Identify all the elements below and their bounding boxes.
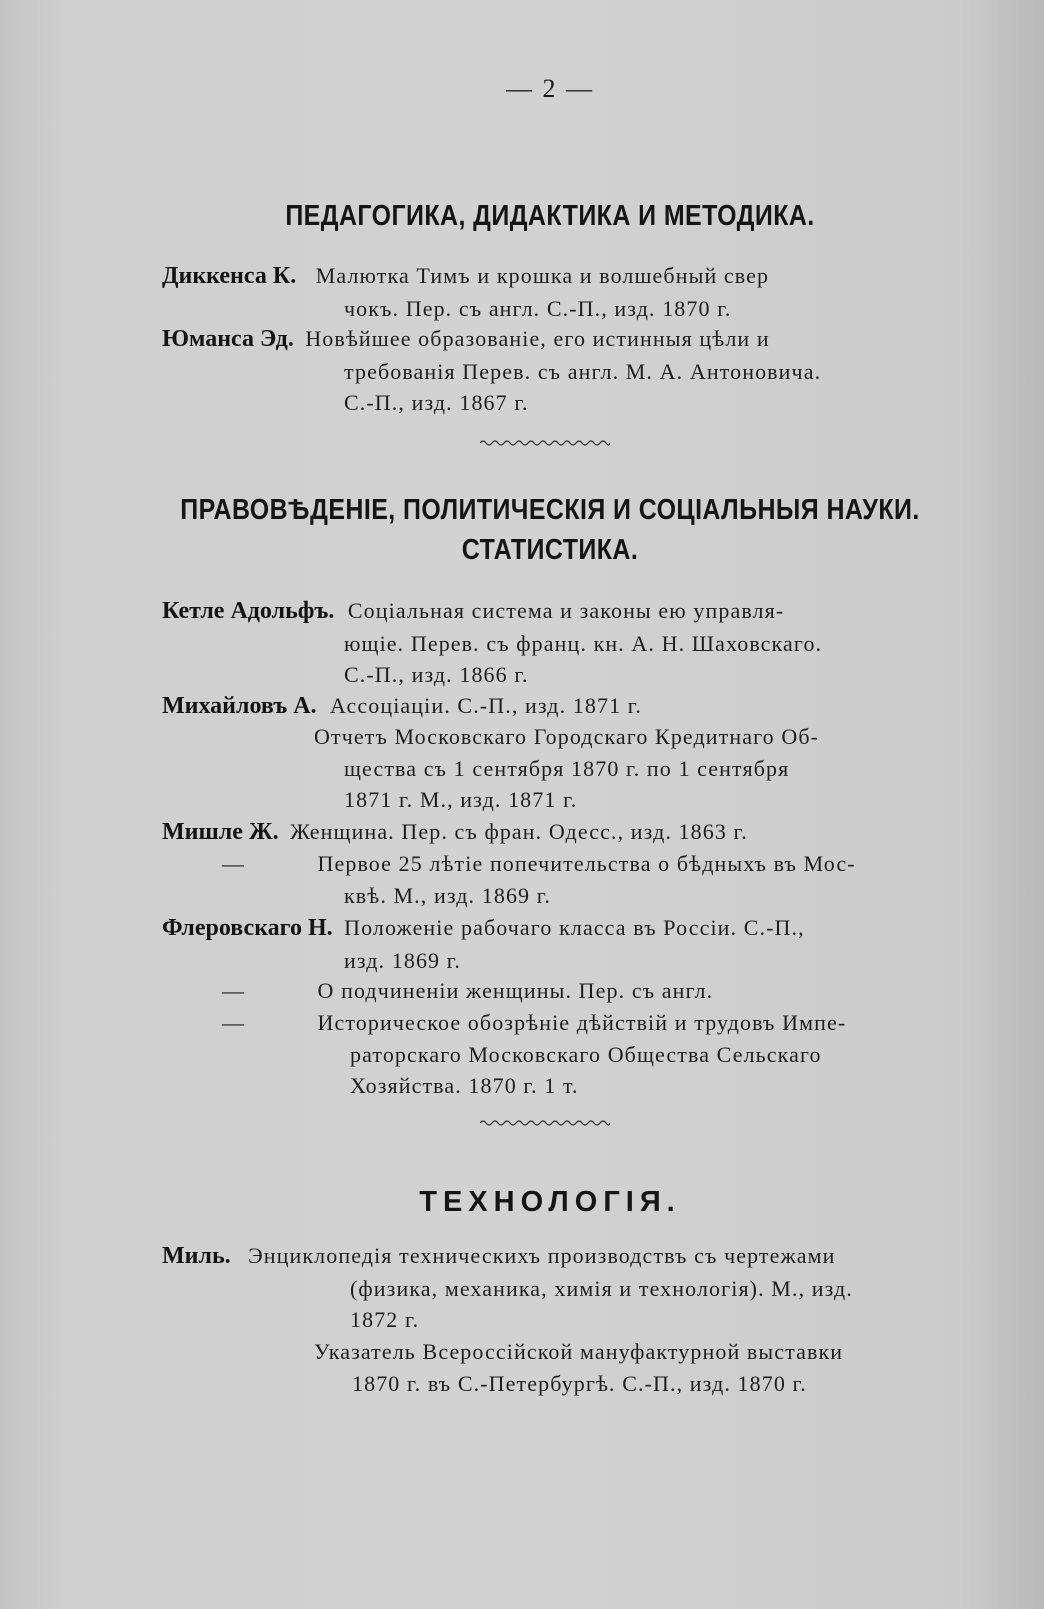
- entry-text: Энциклопедiя техническихъ производствъ съ чертежами: [248, 1243, 836, 1268]
- bibliography-entry: [162, 260, 942, 324]
- section-title-line: ПЕДАГОГИКА, ДИДАКТИКА И МЕТОДИКА.: [285, 200, 815, 232]
- section-title-technology: [0, 1182, 1044, 1222]
- bibliography-entry: [162, 912, 942, 976]
- entry-text: Новѣйшее образованiе, его истинныя цѣли и: [305, 326, 770, 351]
- entry-author-ditto: —: [222, 978, 244, 1003]
- bibliography-entry: [162, 816, 942, 849]
- entry-text: (физика, механика, химiя и технологiя). М., изд.: [350, 1275, 853, 1301]
- section-divider: [480, 1118, 610, 1128]
- entry-author: Мишле Ж.: [162, 819, 279, 845]
- bibliography-entry: [162, 323, 942, 419]
- section-title-pedagogy: [77, 196, 1023, 236]
- entry-text: Положенiе рабочаго класса въ Россiи. С.-П.,: [344, 915, 805, 940]
- section-title-line: ПРАВОВѢДЕНIЕ, ПОЛИТИЧЕСКIЯ И СОЦIАЛЬНЫЯ НАУКИ.: [180, 494, 920, 526]
- section-divider: [480, 438, 610, 448]
- entry-author: Диккенса К.: [162, 263, 297, 289]
- entry-text: 1872 г.: [350, 1307, 420, 1332]
- entry-text: чокъ. Пер. съ англ. С.-П., изд. 1870 г.: [344, 295, 732, 321]
- entry-text: Соцiальная система и законы ею управля-: [347, 598, 785, 623]
- section-title-line: СТАТИСТИКА.: [461, 534, 639, 566]
- entry-text: С.-П., изд. 1866 г.: [344, 662, 529, 687]
- bibliography-entry: [162, 1240, 942, 1336]
- entry-text: раторскаго Московскаго Общества Сельскаго: [350, 1041, 822, 1067]
- entry-text: Ассоцiацiи. С.-П., изд. 1871 г.: [330, 693, 643, 718]
- entry-text: Первое 25 лѣтiе попечительства о бѣдныхъ въ Мос-: [317, 851, 856, 876]
- entry-author: Юманса Эд.: [162, 326, 294, 352]
- bibliography-entry: [162, 690, 942, 723]
- bibliography-entry: [162, 721, 942, 816]
- entry-text: Женщина. Пер. съ фран. Одесс., изд. 1863 г.: [290, 819, 748, 844]
- entry-author: Флеровскаго Н.: [162, 915, 333, 941]
- bibliography-entry: [162, 595, 942, 691]
- entry-text: 1871 г. М., изд. 1871 г.: [344, 787, 578, 812]
- entry-text: 1870 г. въ С.-Петербургѣ. С.-П., изд. 1870 г.: [352, 1370, 807, 1396]
- entry-text: Малютка Тимъ и крошка и волшебный свер: [315, 263, 770, 288]
- entry-text: Отчетъ Московскаго Городскаго Кредитнаго Об-: [314, 724, 820, 749]
- entry-author: Миль.: [162, 1243, 231, 1269]
- entry-text: квѣ. М., изд. 1869 г.: [344, 882, 551, 908]
- entry-text: требованiя Перев. съ англ. М. А. Антоновича.: [344, 358, 822, 384]
- entry-text: Историческое обозрѣнiе дѣйствiй и трудовъ Импе-: [317, 1010, 847, 1035]
- bibliography-entry: [162, 848, 942, 911]
- entry-text: О подчиненiи женщины. Пер. съ англ.: [317, 978, 714, 1003]
- entry-text: С.-П., изд. 1867 г.: [344, 390, 529, 415]
- section-title-line: ТЕХНОЛОГIЯ.: [419, 1186, 681, 1218]
- entry-text: щества съ 1 сентября 1870 г. по 1 сентября: [344, 755, 790, 781]
- bibliography-entry: [162, 1007, 942, 1102]
- entry-text: Указатель Всероссiйской мануфактурной выставки: [314, 1339, 844, 1364]
- entry-text: ющiе. Перев. съ франц. кн. А. Н. Шаховскаго.: [344, 630, 823, 656]
- entry-author-ditto: —: [222, 1010, 244, 1035]
- page-number: — 2 —: [506, 74, 594, 103]
- bibliography-entry: [162, 1336, 942, 1399]
- bibliography-entry: [162, 975, 942, 1007]
- entry-text: Хозяйства. 1870 г. 1 т.: [350, 1073, 579, 1098]
- entry-author-ditto: —: [222, 851, 244, 876]
- section-title-law: [77, 490, 1023, 570]
- entry-text: изд. 1869 г.: [344, 947, 462, 973]
- entry-author: Михайловъ А.: [162, 693, 317, 719]
- entry-author: Кетле Адольфъ.: [162, 598, 335, 624]
